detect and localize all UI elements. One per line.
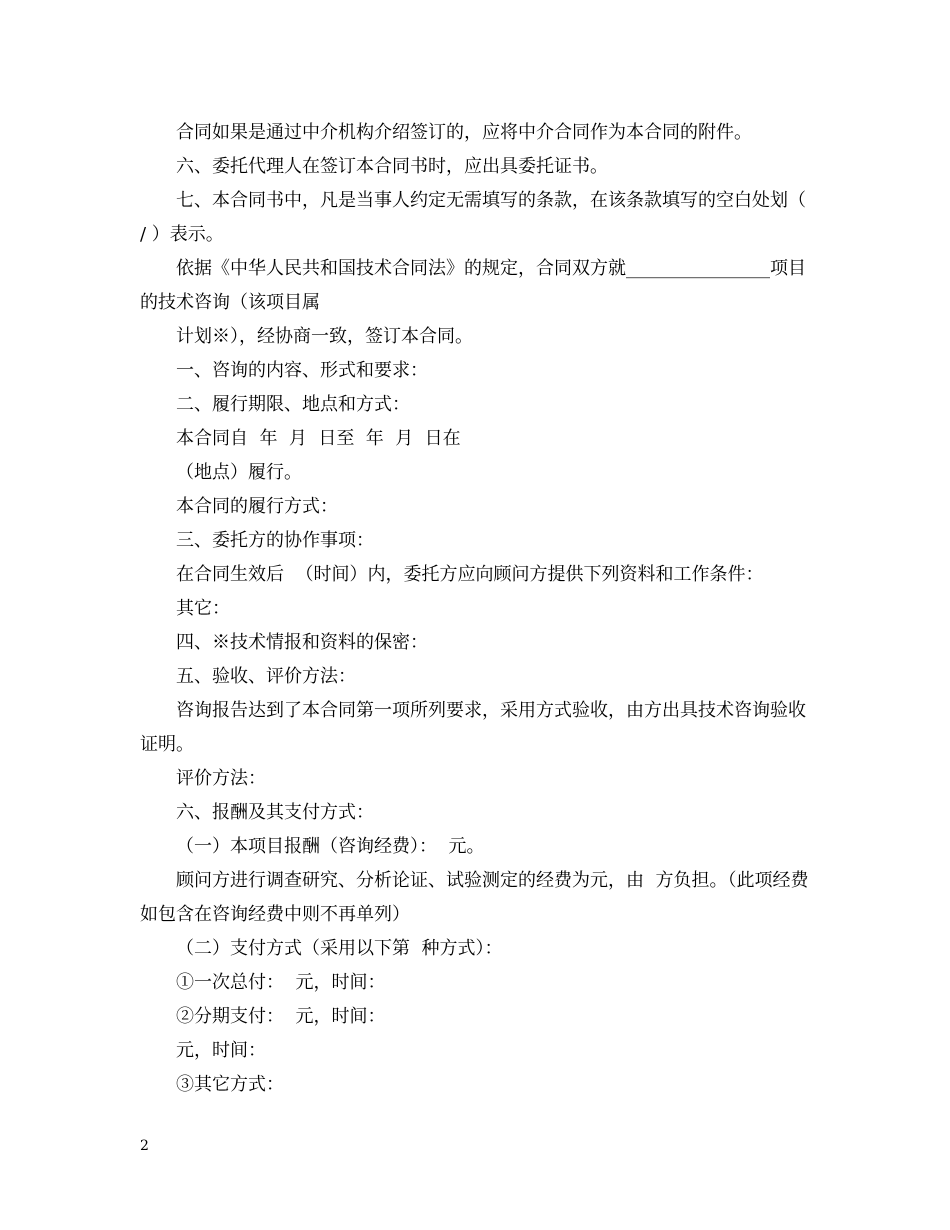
paragraph-clause-7-blank: 七、本合同书中，凡是当事人约定无需填写的条款，在该条款填写的空白处划（ / ）表示。 [140,190,812,245]
paragraph-other: 其它： [176,598,230,619]
paragraph-project-fee: （一）本项目报酬（咨询经费）： 元。 [176,836,485,857]
page-number: 2 [140,1138,149,1154]
heading-acceptance-evaluation: 五、验收、评价方法： [176,666,356,687]
paragraph-plan-agreement: 计划※），经协商一致，签订本合同。 [176,326,473,347]
heading-performance-term: 二、履行期限、地点和方式： [176,394,410,415]
heading-remuneration: 六、报酬及其支付方式： [176,802,374,823]
paragraph-research-expenses: 顾问方进行调查研究、分析论证、试验测定的经费为元，由 方负担。（此项经费如包含在咨询经费中则不再单列） [140,870,809,925]
paragraph-intermediary-contract: 合同如果是通过中介机构介绍签订的，应将中介合同作为本合同的附件。 [176,122,752,143]
paragraph-materials-provision: 在合同生效后 （时间）内，委托方应向顾问方提供下列资料和工作条件： [176,564,764,585]
heading-client-cooperation: 三、委托方的协作事项： [176,530,374,551]
paragraph-performance-method: 本合同的履行方式： [176,496,338,517]
paragraph-location: （地点）履行。 [176,462,302,483]
paragraph-other-method: ③其它方式： [176,1074,284,1095]
heading-confidentiality: 四、※技术情报和资料的保密： [176,632,428,653]
paragraph-evaluation-method: 评价方法： [176,768,266,789]
paragraph-installment-time: 元，时间： [176,1040,266,1061]
paragraph-contract-dates: 本合同自 年 月 日至 年 月 日在 [176,428,461,449]
paragraph-acceptance-report: 咨询报告达到了本合同第一项所列要求，采用方式验收，由方出具技术咨询验收证明。 [140,700,806,755]
paragraph-legal-basis: 依据《中华人民共和国技术合同法》的规定，合同双方就________________项目的技术咨询（该项目属 [140,258,806,313]
document-body [140,116,812,1102]
paragraph-lump-sum: ①一次总付： 元，时间： [176,972,386,993]
heading-consulting-content: 一、咨询的内容、形式和要求： [176,360,428,381]
paragraph-installments: ②分期支付： 元，时间： [176,1006,386,1027]
paragraph-payment-method: （二）支付方式（采用以下第 种方式）： [176,938,503,959]
paragraph-clause-6-agent: 六、委托代理人在签订本合同书时，应出具委托证书。 [176,156,608,177]
